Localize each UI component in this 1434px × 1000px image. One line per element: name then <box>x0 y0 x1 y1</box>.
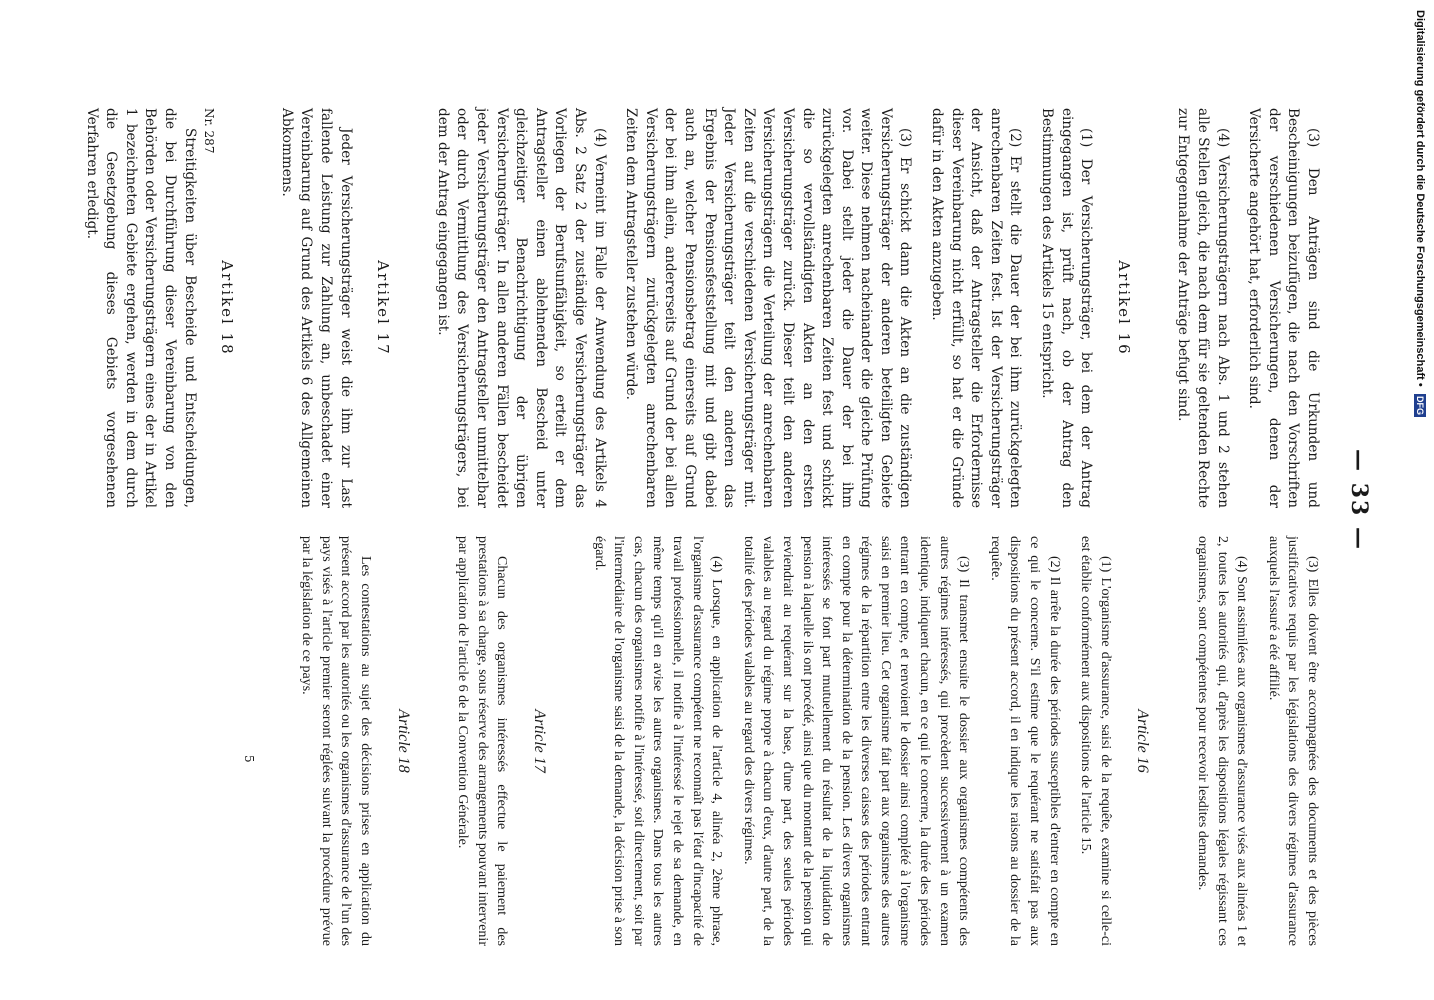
german-paragraph: (2) Er stellt die Dauer der bei ihm zurückgelegten anrechenbaren Zeiten fest. Ist der Versicherungsträger der Ansicht, daß der Antragsteller die Erfordernisse dieser Vereinbarung nicht erfüllt, so hat er die Gründe dafür in den Akten anzugeben. <box>929 108 1024 508</box>
french-paragraph: Les contestations au sujet des décisions prises en application du présent accord par les autorités ou les organismes d'assurance de l'un des pays visés à l'article premier seront réglées suivant la procédure prévue par la législation de ce pays. <box>299 536 374 946</box>
german-column <box>69 108 1322 508</box>
french-paragraph: (1) L'organisme d'assurance, saisi de la requête, examine si celle-ci est établie conformément aux dispositions de l'article 15. <box>1078 536 1113 946</box>
french-article-heading: Article 18 <box>394 709 412 773</box>
german-article-heading: Artikel 18 <box>218 260 237 356</box>
footnote-number: Nr. 287 <box>202 108 216 154</box>
german-paragraph: Streitigkeiten über Bescheide und Entscheidungen, die bei Durchführung dieser Vereinbarung von den Behörden oder Versicherungsträgern eines der in Artikel 1 bezeichneten Gebiete ergehen, werden in dem durch die Gesetzgebung dieses Gebiets vorgesehenen Verfahren erledigt. <box>83 108 198 508</box>
german-paragraph: (4) Versicherungsträgern nach Abs. 1 und 2 stehen alle Stellen gleich, die nach dem für sie geltenden Rechte zur Entgegennahme der Anträge befugt sind. <box>1175 108 1231 508</box>
french-article-heading: Article 16 <box>1134 709 1152 773</box>
french-paragraph: Chacun des organismes intéressés effectue le paiement des prestations à sa charge, sous réserve des arrangements pouvant intervenir par application de l'article 6 de la Convention Générale. <box>455 536 510 946</box>
page-number: — 33 — <box>1346 449 1372 551</box>
stamp-label: Digitalisierung gefördert durch die Deutsche Forschungsgemeinschaft • <box>1414 10 1426 387</box>
german-paragraph: (3) Er schickt dann die Akten an die zuständigen Versicherungsträger der anderen beteiligten Gebiete weiter. Diese nehmen nacheinander die gleiche Prüfung vor. Dabei stellt jeder die Dauer der bei ihm zurückgelegten anrechenbaren Zeiten fest und schickt die so vervollständigten Akten an den ersten Versicherungsträger zurück. Dieser teilt den anderen Versicherungsträgern die Verteilung der anrechenbaren Zeiten auf die verschiedenen Versicherungsträger mit. Jeder Versicherungsträger teilt den anderen das Ergebnis der Pensionsfeststellung mit und gibt dabei auch an, welcher Pensionsbetrag einerseits auf Grund der bei ihm allein, andererseits auf Grund der bei allen Versicherungsträgern zurückgelegten anrechenbaren Zeiten dem Antragsteller zustehen würde. <box>623 108 914 508</box>
german-paragraph: Jeder Versicherungsträger weist die ihm zur Last fallende Leistung zur Zahlung an, unbeschadet einer Vereinbarung auf Grund des Artikels 6 des Allgemeinen Abkommens. <box>278 108 354 508</box>
french-paragraph: (4) Sont assimilées aux organismes d'assurance visés aux alinéas 1 et 2, toutes les autorités qui, d'après les dispositions légales régissant ces organismes, sont compétentes pour recevoir lesdites demandes. <box>1195 536 1250 946</box>
digitization-stamp <box>1410 0 1434 1000</box>
german-paragraph: (3) Den Anträgen sind die Urkunden und Bescheinigungen beizufügen, die nach den Vorschriften der verschiedenen Versicherungen, denen der Versicherte angehört hat, erforderlich sind. <box>1246 108 1321 508</box>
dfg-logo: DFG <box>1415 395 1425 415</box>
stamp-text <box>1414 10 1426 417</box>
german-article-heading: Artikel 16 <box>1114 260 1133 356</box>
french-paragraph: (3) Il transmet ensuite le dossier aux organismes compétents des autres régimes intéressés, qui procèdent successivement à un examen identique, indiquent chacun, en ce qui le concerne, la durée des périodes entrant en compte, et renvoient le dossier ainsi complété à l'organisme saisi en premier lieu. Cet organisme fait part aux organismes des autres régimes de la répartition entre les diverses caisses des périodes entrant en compte pour la détermination de la pension. Les divers organismes intéressés se font part mutuellement du résultat de la liquidation de pension à laquelle ils ont procédé, ainsi que du montant de la pension qui reviendrait au requérant sur la base, d'une part, des seules périodes valables au regard du régime propre à chacun d'eux, d'autre part, de la totalité des périodes valables au regard des divers régimes. <box>740 536 972 946</box>
french-paragraph: (2) Il arrête la durée des périodes susceptibles d'entrer en compte en ce qui le concerne. S'il estime que le requérant ne satisfait pas aux dispositions du présent accord, il en indique les raisons au dossier de la requête. <box>987 536 1062 946</box>
french-paragraph: (3) Elles doivent être accompagnées des documents et des pièces justificatives requis par les législations des divers régimes d'assurance auxquels l'assuré a été affilié. <box>1265 536 1320 946</box>
french-paragraph: (4) Lorsque, en application de l'article 4, alinéa 2, 2ème phrase, l'organisme d'assurance compétent ne reconnaît pas l'état d'incapacité de travail professionnelle, il notifie à l'intéressé le rejet de sa demande, en même temps qu'il en avise les autres organismes. Dans tous les autres cas, chacun des organismes notifie à l'intéressé, soit directement, soit par l'intermédiaire de l'organisme saisi de la demande, la décision prise à son égard. <box>591 536 725 946</box>
french-article-heading: Article 17 <box>531 709 548 773</box>
german-paragraph: (1) Der Versicherungsträger, bei dem der Antrag eingegangen ist, prüft nach, ob der Antrag den Bestimmungen des Artikels 15 entspricht. <box>1039 108 1095 508</box>
french-column <box>285 536 1322 946</box>
german-paragraph: (4) Verneint im Falle der Anwendung des Artikels 4 Abs. 2 Satz 2 der zuständige Versicherungsträger das Vorliegen der Berufsunfähigkeit, so erteilt er dem Antragsteller einen ablehnenden Bescheid unter gleichzeitiger Benachrichtigung der übrigen Versicherungsträger. In allen anderen Fällen bescheidet jeder Versicherungsträger den Antragsteller unmittelbar oder durch Vermittlung des Versicherungsträgers, bei dem der Antrag eingegangen ist. <box>434 108 608 508</box>
sheet-number: 5 <box>242 755 256 763</box>
german-article-heading: Artikel 17 <box>374 260 393 356</box>
